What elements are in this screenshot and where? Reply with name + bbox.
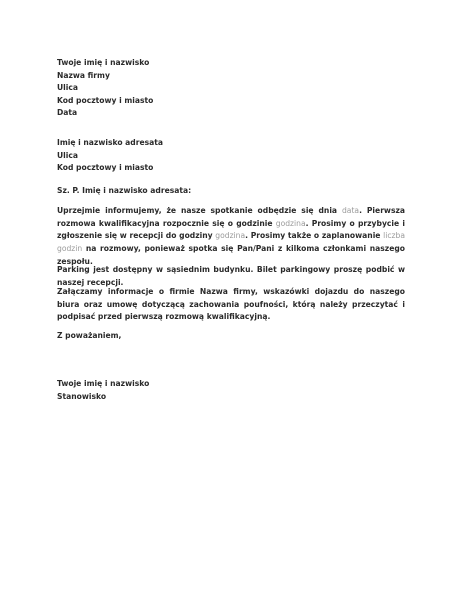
placeholder-time: godzina xyxy=(275,218,306,228)
letter-date: Data xyxy=(57,108,78,118)
placeholder-date: data xyxy=(341,206,360,215)
paragraph-text: . Prosimy o przybycie i zgłoszenie się w recepcji do godziny xyxy=(57,218,405,241)
sender-street: Ulica xyxy=(57,83,78,93)
paragraph-text: . Pierwsza rozmowa kwalifikacyjna rozpocznie się o godzinie xyxy=(57,206,406,228)
sender-name: Twoje imię i nazwisko xyxy=(57,58,150,67)
paragraph-attachments: Załączamy informacje o firmie Nazwa firmy, wskazówki dojazdu do naszego biura oraz umowę dotyczącą zachowania poufności, którą należy przeczytać i podpisać przed pierwszą rozmową kwalifikacyjną. xyxy=(57,287,405,322)
recipient-name: Imię i nazwisko adresata xyxy=(57,138,164,147)
signature-position: Stanowisko xyxy=(57,391,107,401)
recipient-city: Kod pocztowy i miasto xyxy=(57,163,154,173)
paragraph-text: Uprzejmie informujemy, że nasze spotkanie odbędzie się dnia xyxy=(57,206,342,215)
placeholder-time: godzina xyxy=(215,231,246,241)
signature-block xyxy=(57,378,405,403)
closing: Z poważaniem, xyxy=(57,331,122,340)
sender-company: Nazwa firmy xyxy=(57,70,110,80)
paragraph-text: na rozmowy, ponieważ spotka się Pan/Pani z kilkoma członkami naszego zespołu. xyxy=(57,244,405,266)
placeholder-hours: liczba godzin xyxy=(57,231,405,254)
paragraph-meeting-details xyxy=(57,205,405,269)
paragraph-parking: Parking jest dostępny w sąsiednim budynku. Bilet parkingowy proszę podbić w naszej recepcji. xyxy=(57,265,405,287)
recipient-street: Ulica xyxy=(57,150,78,160)
sender-city: Kod pocztowy i miasto xyxy=(57,95,154,105)
salutation: Sz. P. Imię i nazwisko adresata: xyxy=(57,186,192,195)
recipient-address xyxy=(57,137,405,175)
signature-name: Twoje imię i nazwisko xyxy=(57,379,150,388)
paragraph-text: . Prosimy także o zaplanowanie xyxy=(245,231,384,241)
sender-address xyxy=(57,57,405,120)
